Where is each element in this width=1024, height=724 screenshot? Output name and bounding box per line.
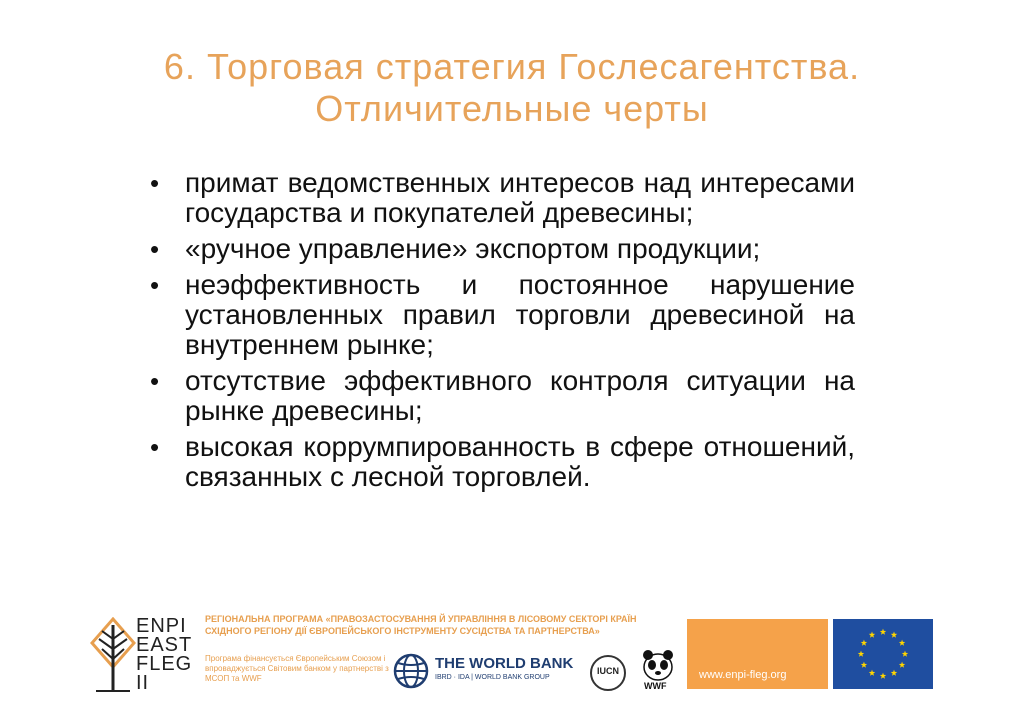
website-link[interactable]: www.enpi-fleg.org: [699, 669, 787, 681]
panda-icon: [640, 649, 676, 681]
bullet-text: примат ведомственных интересов над интересами государства и покупателей древесины;: [185, 167, 855, 228]
eu-stars: [833, 619, 933, 689]
world-bank-subtitle: IBRD · IDA | WORLD BANK GROUP: [435, 674, 550, 681]
slide-title: [0, 46, 1024, 130]
iucn-label: IUCN: [597, 666, 619, 676]
bullet-icon: •: [150, 366, 160, 396]
bullet-text: отсутствие эффективного контроля ситуации на рынке древесины;: [185, 365, 855, 426]
bullet-item: [150, 168, 855, 228]
enpi-logo-line: EAST: [136, 634, 193, 656]
wwf-logo: [640, 649, 676, 691]
bullet-item: [150, 270, 855, 360]
iucn-logo: [590, 655, 626, 691]
slide-title-line-1: 6. Торговая стратегия Гослесагентства.: [163, 46, 861, 87]
bullet-icon: •: [150, 234, 160, 264]
eu-star-icon: [902, 651, 908, 657]
bullet-text: «ручное управление» экспортом продукции;: [185, 233, 761, 264]
bullet-text: высокая коррумпированность в сфере отношений, связанных с лесной торговлей.: [185, 431, 855, 492]
eu-star-icon: [891, 670, 897, 676]
eu-star-icon: [899, 662, 905, 668]
bullet-item: [150, 234, 855, 264]
bullet-text: неэффективность и постоянное нарушение установленных правил торговли древесиной на внутреннем рынке;: [185, 269, 855, 360]
world-bank-name: THE WORLD BANK: [435, 655, 574, 672]
wwf-label: WWF: [644, 681, 667, 691]
enpi-east-fleg-logo: [90, 615, 200, 695]
program-title: РЕГІОНАЛЬНА ПРОГРАМА «ПРАВОЗАСТОСУВАННЯ Й УПРАВЛІННЯ В ЛІСОВОМУ СЕКТОРІ КРАЇН СХІДНОГО РЕГІОНУ ДІЇ ЄВРОПЕЙСЬКОГО ІНСТРУМЕНТУ СУСІДСТВА ТА ПАРТНЕРСТВА»: [205, 614, 637, 636]
globe-icon: [393, 653, 429, 689]
bullet-icon: •: [150, 432, 160, 462]
bullet-list: [150, 168, 855, 498]
eu-star-icon: [861, 662, 867, 668]
slide-title-line-2: Отличительные черты: [315, 88, 709, 129]
bullet-icon: •: [150, 168, 160, 198]
footer: [0, 605, 1024, 705]
world-bank-logo: [393, 651, 573, 691]
enpi-logo-line: II: [136, 672, 150, 694]
enpi-logo-line: ENPI: [136, 615, 187, 637]
eu-star-icon: [869, 632, 875, 638]
enpi-logo-text: [136, 617, 192, 693]
bullet-item: [150, 366, 855, 426]
eu-flag-icon: [833, 619, 933, 689]
eu-star-icon: [899, 640, 905, 646]
enpi-logo-line: FLEG: [136, 653, 193, 675]
website-banner: [687, 619, 828, 689]
eu-star-icon: [880, 673, 886, 679]
bullet-item: [150, 432, 855, 492]
eu-star-icon: [861, 640, 867, 646]
tree-icon: [90, 617, 136, 695]
eu-star-icon: [869, 670, 875, 676]
bullet-icon: •: [150, 270, 160, 300]
eu-star-icon: [858, 651, 864, 657]
eu-star-icon: [891, 632, 897, 638]
program-subtitle: Програма фінансується Європейським Союзом і впроваджується Світовим банком у партнерстві з МСОП та WWF: [205, 654, 389, 683]
eu-star-icon: [880, 629, 886, 635]
